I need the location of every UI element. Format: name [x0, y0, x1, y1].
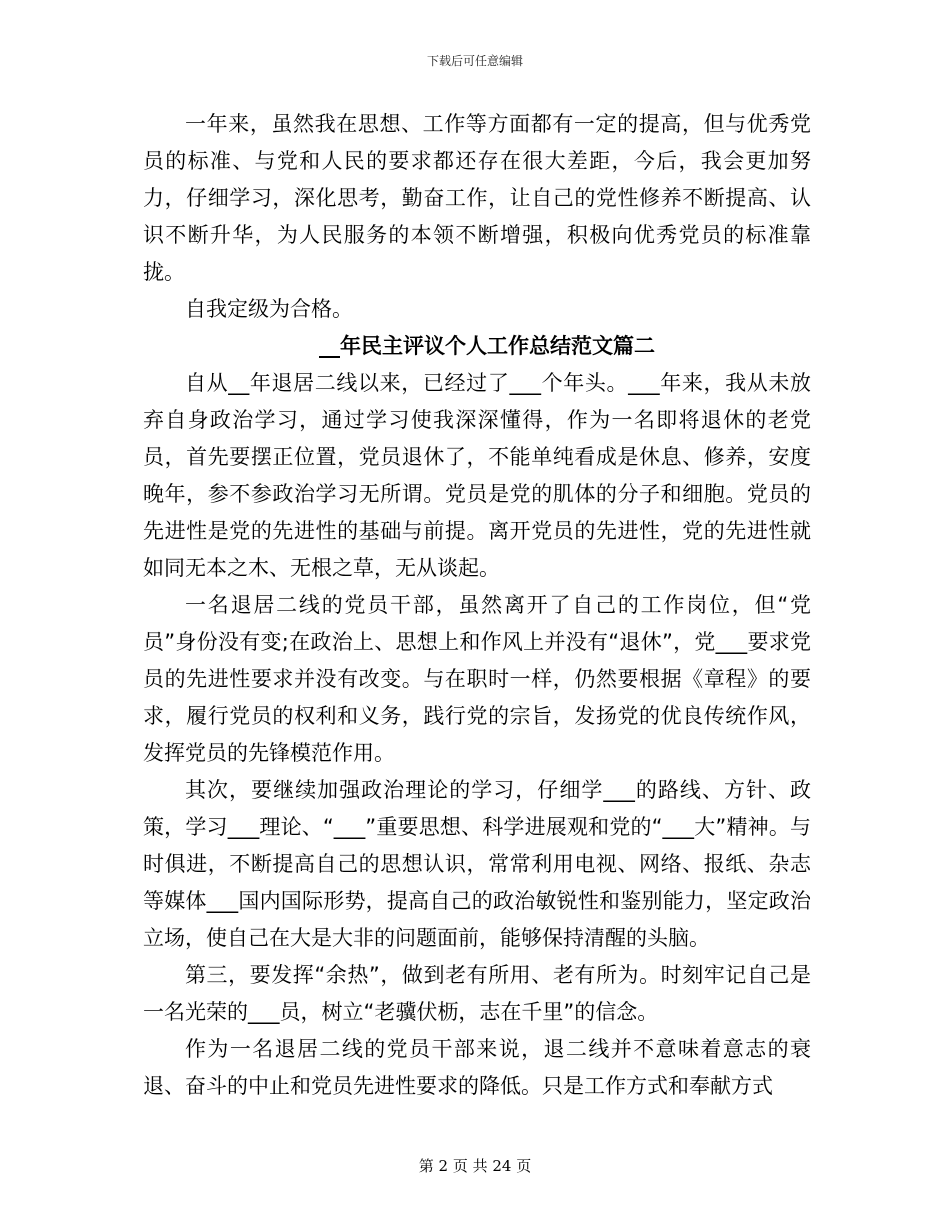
page-number-footer: 第 2 页 共 24 页 [418, 1157, 532, 1175]
page-header-note: 下载后可任意编辑 [426, 54, 523, 68]
paragraph-summary: 一年来，虽然我在思想、工作等方面都有一定的提高，但与优秀党员的标准、与党和人民的要求都还存在很大差距，今后，我会更加努力，仔细学习，深化思考，勤奋工作，让自己的党性修养不断提高、认识不断升华，为人民服务的本领不断增强，积极向优秀党员的标准靠拢。 [143, 112, 811, 284]
document-body [143, 106, 811, 1105]
paragraph-contribute: 第三，要发挥“余热”，做到老有所用、老有所为。时刻牢记自己是一名光荣的___员，树立“老骥伏枥，志在千里”的信念。 [143, 963, 811, 1024]
section-title: __年民主评议个人工作总结范文篇二 [319, 334, 655, 358]
paragraph-self-rating: 自我定级为合格。 [185, 297, 353, 321]
paragraph-retirement-study: 自从__年退居二线以来，已经过了___个年头。___年来，我从未放弃自身政治学习，通过学习使我深深懂得，作为一名即将退休的老党员，首先要摆正位置，党员退休了，不能单纯看成是休息、修养，安度晚年，参不参政治学习无所谓。党员是党的肌体的分子和细胞。党员的先进性是党的先进性的基础与前提。离开党员的先进性，党的先进性就如同无本之木、无根之草，无从谈起。 [143, 371, 811, 580]
paragraph-theory-study: 其次，要继续加强政治理论的学习，仔细学___的路线、方针、政策，学习___理论、“___”重要思想、科学进展观和党的“___大”精神。与时俱进，不断提高自己的思想认识，常常利用电视、网络、报纸、杂志等媒体___国内国际形势，提高自己的政治敏锐性和鉴别能力，坚定政治立场，使自己在大是大非的问题面前，能够保持清醒的头脑。 [143, 778, 811, 950]
paragraph-party-member-status: 一名退居二线的党员干部，虽然离开了自己的工作岗位，但“党员”身份没有变;在政治上、思想上和作风上并没有“退休”，党___要求党员的先进性要求并没有改变。与在职时一样，仍然要根据《章程》的要求，履行党员的权利和义务，践行党的宗旨，发扬党的优良传统作风，发挥党员的先锋模范作用。 [143, 593, 811, 765]
paragraph-second-line: 作为一名退居二线的党员干部来说，退二线并不意味着意志的衰退、奋斗的中止和党员先进性要求的降低。只是工作方式和奉献方式 [143, 1037, 811, 1098]
